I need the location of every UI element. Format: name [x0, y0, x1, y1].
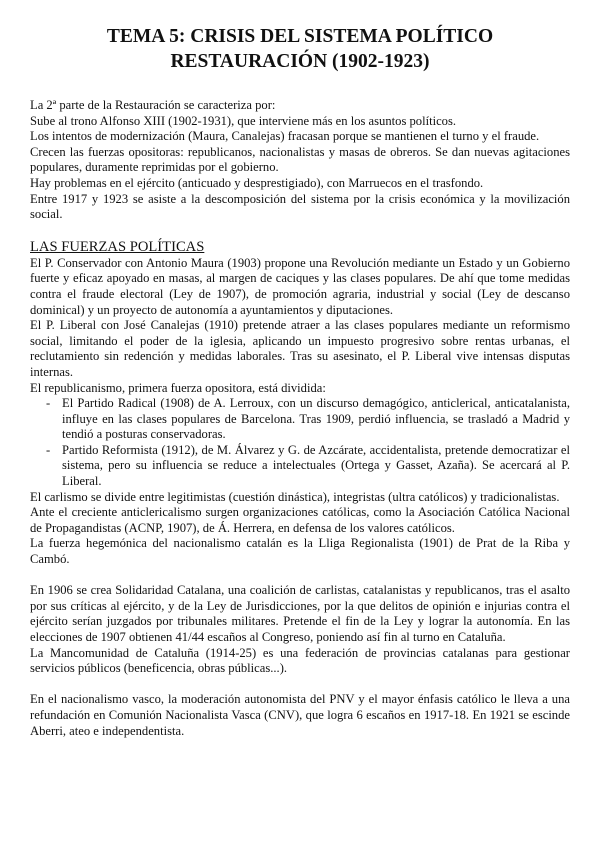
section-body	[30, 256, 570, 739]
dash-bullet: -	[46, 396, 51, 411]
list-item	[46, 442, 570, 490]
paragraph-republicanismo: El republicanismo, primera fuerza opositora, está dividida:	[30, 380, 326, 395]
title-line-2: RESTAURACIÓN (1902-1923)	[170, 51, 430, 72]
dash-bullet: -	[46, 442, 51, 457]
paragraph-lliga: La fuerza hegemónica del nacionalismo catalán es la Lliga Regionalista (1901) de Prat de la Riba y Cambó.	[30, 536, 570, 567]
intro-line: La 2ª parte de la Restauración se caracteriza por:	[30, 98, 276, 112]
list-item-text: El Partido Radical (1908) de A. Lerroux, con un discurso demagógico, anticlerical, anticatalanista, influye en las clases populares de Barcelona. Tras 1909, perdió influencia, se trasladó a Madrid y tendió a posturas conservadoras.	[62, 396, 570, 442]
paragraph-gap	[30, 677, 570, 693]
republican-parties-list	[30, 396, 570, 490]
intro-line: Hay problemas en el ejército (anticuado y desprestigiado), con Marruecos en el trasfondo.	[30, 175, 484, 190]
paragraph-catolicos: Ante el creciente anticlericalismo surgen organizaciones católicas, como la Asociación Católica Nacional de Propagandistas (ACNP, 1907), de Á. Herrera, en defensa de los valores católicos.	[30, 505, 570, 535]
intro-line: Entre 1917 y 1923 se asiste a la descomposición del sistema por la crisis económica y la movilización social.	[30, 191, 570, 222]
intro-block	[30, 98, 570, 223]
section-heading: LAS FUERZAS POLÍTICAS	[30, 238, 205, 255]
paragraph-solidaridad: En 1906 se crea Solidaridad Catalana, una coalición de carlistas, catalanistas y republicanos, tras el asalto por sus críticas al ejército, y de la Ley de Jurisdicciones, por la que delitos de opinión e injurias contra el ejército serían juzgados por tribunales militares. Pretende el fin de la Ley y lograr la autonomía. En las elecciones de 1907 obtienen 41/44 escaños al Congreso, poniendo así fin al turno en Cataluña.	[30, 583, 570, 644]
paragraph-carlismo: El carlismo se divide entre legitimistas (cuestión dinástica), integristas (ultra católicos) y tradicionalistas.	[30, 489, 560, 504]
list-item	[46, 396, 570, 443]
paragraph-conservador: El P. Conservador con Antonio Maura (1903) propone una Revolución mediante un Estado y un Gobierno fuerte y eficaz apoyado en masas, al margen de caciques y las clases populares. De ahí que tome medidas contra el fraude electoral (Ley de 1907), de promoción agraria, industrial y social (Ley de descanso dominical) y un proyecto de autonomía a ayuntamientos y diputaciones.	[30, 255, 570, 317]
title-line-1: TEMA 5: CRISIS DEL SISTEMA POLÍTICO	[106, 26, 494, 47]
page-title	[30, 24, 570, 74]
paragraph-gap	[30, 568, 570, 584]
intro-line: Sube al trono Alfonso XIII (1902-1931), que interviene más en los asuntos políticos.	[30, 113, 457, 128]
intro-line: Los intentos de modernización (Maura, Canalejas) fracasan porque se mantienen el turno y el fraude.	[30, 129, 540, 144]
paragraph-mancomunidad: La Mancomunidad de Cataluña (1914-25) es una federación de provincias catalanas para gestionar servicios públicos (beneficencia, obras públicas...).	[30, 645, 570, 676]
paragraph-nacionalismo-vasco: En el nacionalismo vasco, la moderación autonomista del PNV y el mayor énfasis católico le lleva a una refundación en Comunión Nacionalista Vasca (CNV), que logra 6 escaños en 1917-18. En 1921 se escinde Aberri, ateo e independentista.	[30, 692, 570, 738]
paragraph-liberal: El P. Liberal con José Canalejas (1910) pretende atraer a las clases populares mediante un reformismo social, limitando el poder de la iglesia, aplicando un impuesto progresivo sobre rentas urbanas, el reclutamiento sin redención y medidas laborales. Tras su asesinato, el P. Liberal vive intensas disputas internas.	[30, 318, 570, 379]
intro-line: Crecen las fuerzas opositoras: republicanos, nacionalistas y masas de obreros. Se dan nuevas agitaciones populares, duramente reprimidas por el gobierno.	[30, 144, 570, 175]
list-item-text: Partido Reformista (1912), de M. Álvarez y G. de Azcárate, accidentalista, pretende democratizar el sistema, pero su influencia se reduce a intelectuales (Ortega y Gasset, Azaña). Se acercará al P. Liberal.	[62, 442, 570, 489]
